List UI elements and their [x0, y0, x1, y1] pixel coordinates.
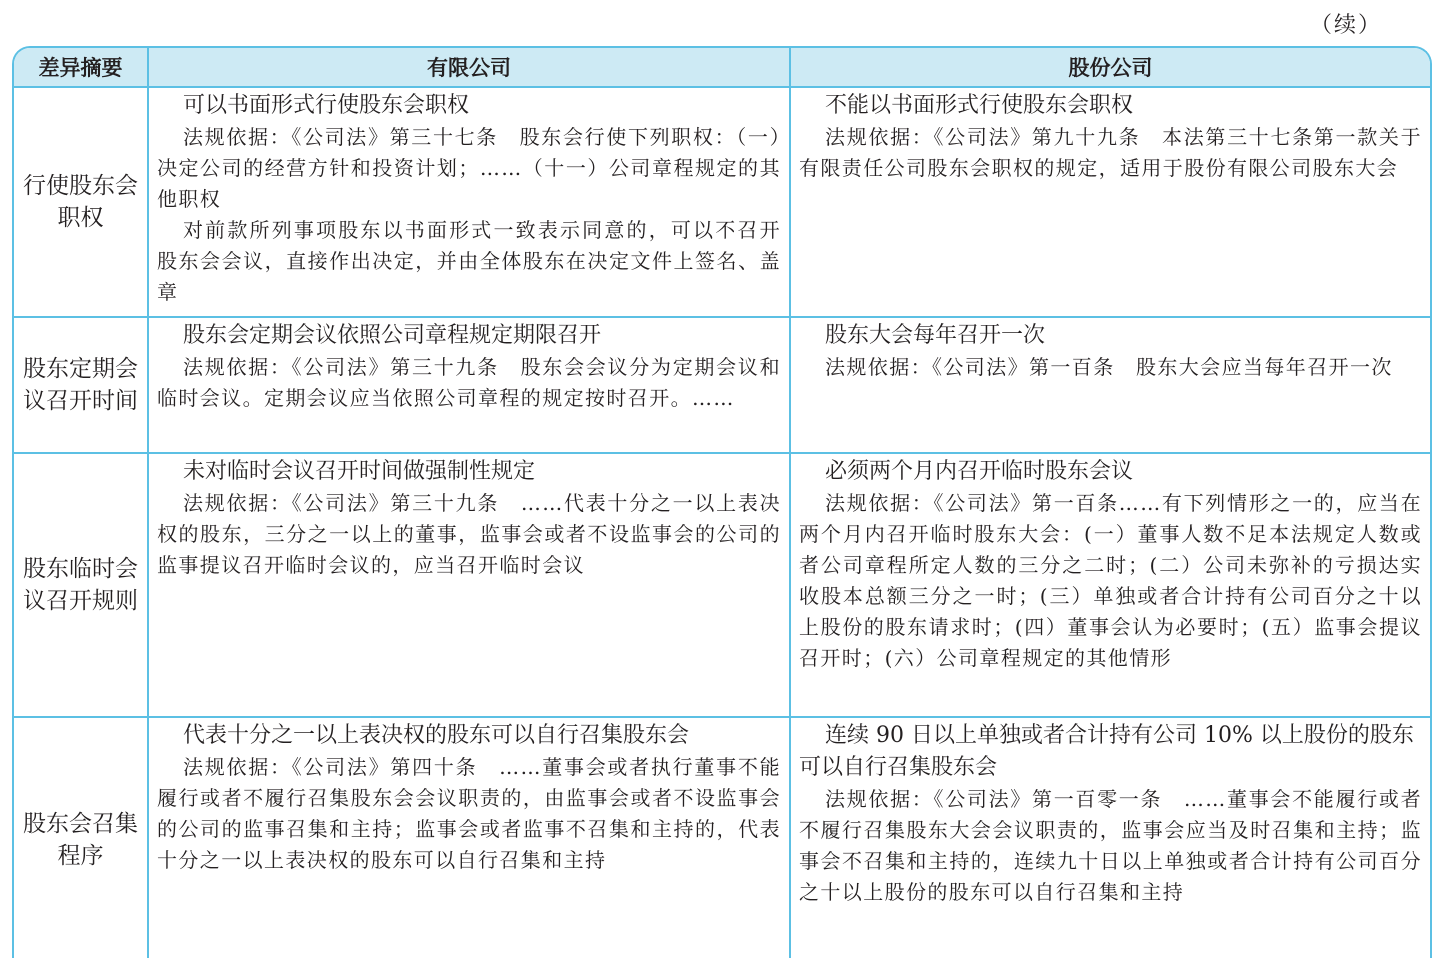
joint-stock-cell [790, 717, 1430, 958]
joint-stock-paragraph: 法规依据：《公司法》第九十九条 本法第三十七条第一款关于有限责任公司股东会职权的规定，适用于股份有限公司股东大会 [799, 125, 1422, 180]
joint-stock-heading: 必须两个月内召开临时股东会议 [825, 459, 1134, 484]
limited-cell [148, 87, 790, 317]
continued-mark: （续） [1309, 13, 1382, 38]
limited-paragraph: 法规依据：《公司法》第三十七条 股东会行使下列职权：（一）决定公司的经营方针和投资计划；……（十一）公司章程规定的其他职权 [157, 125, 781, 211]
row-label: 股东会召集程序 [14, 717, 148, 958]
joint-stock-paragraph: 法规依据：《公司法》第一百条 股东大会应当每年召开一次 [825, 355, 1393, 379]
table-row [14, 453, 1430, 717]
joint-stock-cell [790, 453, 1430, 717]
limited-paragraph: 法规依据：《公司法》第三十九条 ……代表十分之一以上表决权的股东，三分之一以上的董事，监事会或者不设监事会的公司的监事提议召开临时会议的，应当召开临时会议 [157, 491, 781, 577]
joint-stock-paragraph: 法规依据：《公司法》第一百条……有下列情形之一的，应当在两个月内召开临时股东大会：(一）董事人数不足本法规定人数或者公司章程所定人数的三分之二时；(二）公司未弥补的亏损达实收股本总额三分之一时；(三）单独或者合计持有公司百分之十以上股份的股东请求时；(四）董事会认为必要时；(五）监事会提议召开时；(六）公司章程规定的其他情形 [799, 491, 1422, 670]
limited-cell [148, 717, 790, 958]
table-row [14, 317, 1430, 453]
row-label: 行使股东会职权 [14, 87, 148, 317]
joint-stock-paragraph: 法规依据：《公司法》第一百零一条 ……董事会不能履行或者不履行召集股东大会会议职责的，监事会应当及时召集和主持；监事会不召集和主持的，连续九十日以上单独或者合计持有公司百分之十以上股份的股东可以自行召集和主持 [799, 787, 1422, 904]
table-header-row [14, 48, 1430, 87]
limited-heading: 股东会定期会议依照公司章程规定期限召开 [183, 323, 602, 348]
joint-stock-heading: 股东大会每年召开一次 [825, 323, 1046, 348]
table-row [14, 717, 1430, 958]
joint-stock-cell [790, 87, 1430, 317]
header-summary: 差异摘要 [14, 48, 148, 87]
limited-cell [148, 317, 790, 453]
comparison-table [12, 46, 1432, 958]
limited-heading: 未对临时会议召开时间做强制性规定 [183, 459, 536, 484]
table-row [14, 87, 1430, 317]
limited-heading: 代表十分之一以上表决权的股东可以自行召集股东会 [183, 723, 690, 748]
header-limited-company: 有限公司 [148, 48, 790, 87]
header-joint-stock-company: 股份公司 [790, 48, 1430, 87]
joint-stock-cell [790, 317, 1430, 453]
row-label: 股东临时会议召开规则 [14, 453, 148, 717]
limited-paragraph: 法规依据：《公司法》第四十条 ……董事会或者执行董事不能履行或者不履行召集股东会会议职责的，由监事会或者不设监事会的公司的监事召集和主持；监事会或者监事不召集和主持的，代表十分之一以上表决权的股东可以自行召集和主持 [157, 755, 781, 872]
limited-heading: 可以书面形式行使股东会职权 [183, 93, 470, 118]
limited-paragraph: 对前款所列事项股东以书面形式一致表示同意的，可以不召开股东会会议，直接作出决定，并由全体股东在决定文件上签名、盖章 [157, 218, 781, 304]
row-label: 股东定期会议召开时间 [14, 317, 148, 453]
joint-stock-heading: 不能以书面形式行使股东会职权 [825, 93, 1134, 118]
limited-cell [148, 453, 790, 717]
joint-stock-heading: 连续 90 日以上单独或者合计持有公司 10% 以上股份的股东可以自行召集股东会 [799, 723, 1414, 780]
limited-paragraph: 法规依据：《公司法》第三十九条 股东会会议分为定期会议和临时会议。定期会议应当依照公司章程的规定按时召开。…… [157, 355, 781, 410]
